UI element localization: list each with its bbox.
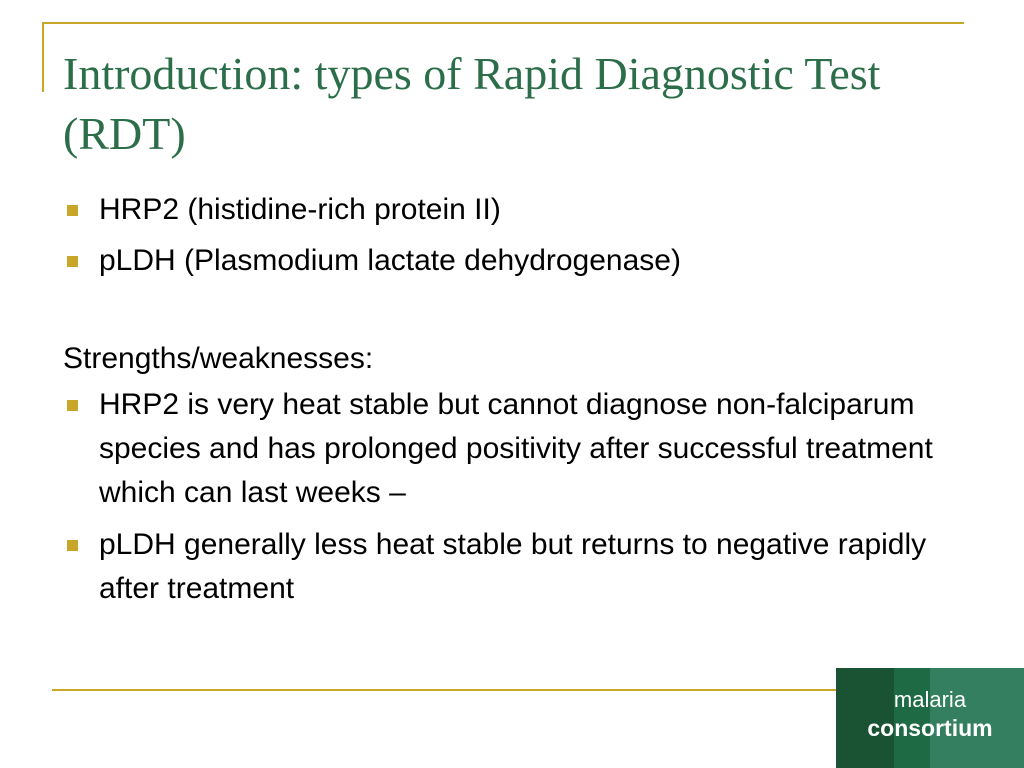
bottom-accent-rule — [52, 689, 836, 691]
top-accent-rule — [42, 22, 964, 24]
square-bullet-icon — [67, 205, 78, 216]
bullet-text: HRP2 (histidine-rich protein II) — [99, 193, 501, 226]
bullet-text: pLDH (Plasmodium lactate dehydrogenase) — [99, 244, 681, 277]
logo-line-malaria: malaria — [893, 687, 967, 712]
list-item — [63, 188, 983, 232]
section-heading: Strengths/weaknesses: — [63, 342, 374, 375]
list-item — [63, 383, 983, 515]
logo-line-consortium: consortium — [867, 715, 993, 741]
logo-text — [836, 686, 1024, 742]
malaria-consortium-logo — [836, 668, 1024, 768]
strengths-weaknesses-list — [63, 383, 983, 611]
square-bullet-icon — [67, 256, 78, 267]
slide-body — [63, 188, 983, 619]
square-bullet-icon — [67, 400, 78, 411]
rdt-types-list — [63, 188, 983, 283]
left-accent-rule — [42, 22, 44, 92]
bullet-text: pLDH generally less heat stable but returns to negative rapidly after treatment — [99, 528, 927, 605]
square-bullet-icon — [67, 540, 78, 551]
bullet-text: HRP2 is very heat stable but cannot diagnose non-falciparum species and has prolonged positivity after successful treatment which can last weeks – — [99, 388, 933, 509]
slide-title: Introduction: types of Rapid Diagnostic Test (RDT) — [63, 48, 881, 159]
list-item — [63, 523, 983, 611]
list-item — [63, 239, 983, 283]
